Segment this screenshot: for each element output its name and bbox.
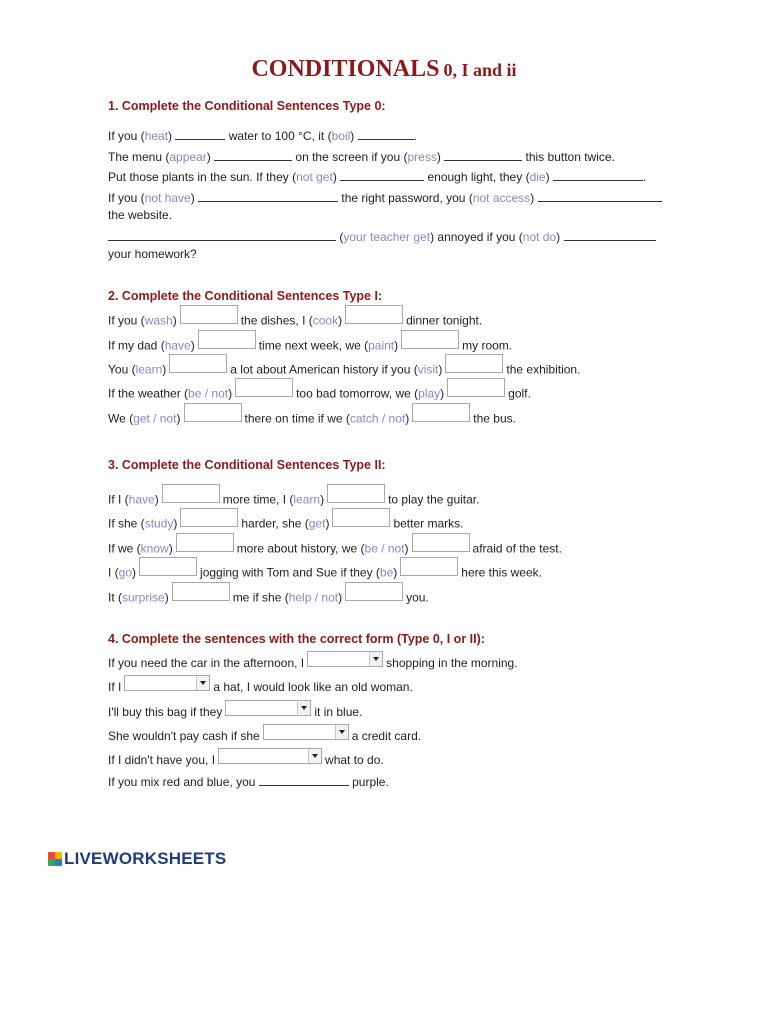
s4-sentence-2: If I a hat, I would look like an old woman. [108, 679, 413, 696]
answer-dropdown[interactable] [307, 651, 383, 667]
s3-sentence-2: If she (study) harder, she (get) better marks. [108, 515, 463, 534]
answer-input[interactable] [162, 484, 220, 503]
logo-text: LIVEWORKSHEETS [64, 849, 227, 868]
answer-input[interactable] [198, 330, 256, 349]
answer-input[interactable] [345, 305, 403, 324]
liveworksheets-logo-icon [48, 852, 62, 866]
s4-sentence-1: If you need the car in the afternoon, I shopping in the morning. [108, 655, 518, 672]
s1-sentence-1: If you (heat) water to 100 °C, it (boil) . [108, 129, 417, 143]
answer-input[interactable] [447, 378, 505, 397]
answer-input[interactable] [332, 508, 390, 527]
answer-dropdown[interactable] [263, 724, 349, 740]
answer-input[interactable] [235, 378, 293, 397]
section-3-heading: 3. Complete the Conditional Sentences Type II: [108, 458, 386, 472]
s4-sentence-6: If you mix red and blue, you purple. [108, 775, 389, 789]
s3-sentence-1: If I (have) more time, I (learn) to play the guitar. [108, 491, 479, 510]
section-1-heading: 1. Complete the Conditional Sentences Type 0: [108, 99, 386, 113]
chevron-down-icon [196, 676, 209, 690]
answer-input[interactable] [180, 508, 238, 527]
s2-sentence-1: If you (wash) the dishes, I (cook) dinner tonight. [108, 312, 482, 331]
answer-blank[interactable] [340, 169, 424, 181]
s4-sentence-5: If I didn't have you, I what to do. [108, 752, 384, 769]
s4-sentence-3: I'll buy this bag if they it in blue. [108, 704, 362, 721]
s3-sentence-3: If we (know) more about history, we (be / not) afraid of the test. [108, 540, 562, 559]
s1-sentence-5-cont: your homework? [108, 247, 197, 261]
answer-input[interactable] [327, 484, 385, 503]
section-2-heading: 2. Complete the Conditional Sentences Type I: [108, 289, 383, 303]
s3-sentence-4: I (go) jogging with Tom and Sue if they (be) here this week. [108, 564, 542, 583]
answer-blank[interactable] [175, 128, 225, 140]
section-4-heading: 4. Complete the sentences with the correct form (Type 0, I or II): [108, 632, 485, 646]
s2-sentence-4: If the weather (be / not) too bad tomorrow, we (play) golf. [108, 385, 531, 404]
answer-blank[interactable] [444, 149, 522, 161]
s4-sentence-4: She wouldn't pay cash if she a credit card. [108, 728, 421, 745]
chevron-down-icon [308, 749, 321, 763]
answer-input[interactable] [412, 403, 470, 422]
answer-input[interactable] [180, 305, 238, 324]
chevron-down-icon [369, 652, 382, 666]
answer-input[interactable] [139, 557, 197, 576]
answer-blank[interactable] [259, 774, 349, 786]
liveworksheets-logo[interactable] [48, 849, 226, 869]
answer-blank[interactable] [108, 229, 336, 241]
answer-blank[interactable] [358, 128, 414, 140]
s2-sentence-5: We (get / not) there on time if we (catch / not) the bus. [108, 410, 516, 429]
chevron-down-icon [335, 725, 348, 739]
answer-input[interactable] [412, 533, 470, 552]
answer-blank[interactable] [553, 169, 643, 181]
title-sub: 0, I and ii [443, 60, 517, 80]
s1-sentence-4: If you (not have) the right password, you (not access) [108, 190, 662, 206]
s1-sentence-2: The menu (appear) on the screen if you (press) this button twice. [108, 150, 615, 164]
answer-dropdown[interactable] [124, 675, 210, 691]
answer-input[interactable] [184, 403, 242, 422]
answer-input[interactable] [445, 354, 503, 373]
page-title [0, 56, 768, 83]
answer-blank[interactable] [538, 190, 662, 202]
answer-input[interactable] [401, 330, 459, 349]
answer-blank[interactable] [214, 149, 292, 161]
chevron-down-icon [297, 701, 310, 715]
answer-input[interactable] [172, 582, 230, 601]
answer-input[interactable] [176, 533, 234, 552]
s2-sentence-3: You (learn) a lot about American history if you (visit) the exhibition. [108, 361, 580, 380]
s3-sentence-5: It (surprise) me if she (help / not) you. [108, 589, 429, 608]
title-main: CONDITIONALS [251, 56, 440, 82]
answer-blank[interactable] [564, 229, 656, 241]
answer-input[interactable] [400, 557, 458, 576]
answer-dropdown[interactable] [218, 748, 322, 764]
answer-input[interactable] [345, 582, 403, 601]
answer-blank[interactable] [198, 190, 338, 202]
answer-input[interactable] [169, 354, 227, 373]
s1-sentence-4-cont: the website. [108, 208, 173, 222]
answer-dropdown[interactable] [225, 700, 311, 716]
s1-sentence-3: Put those plants in the sun. If they (not get) enough light, they (die) . [108, 170, 647, 184]
s1-sentence-5: (your teacher get) annoyed if you (not do) [108, 229, 656, 245]
s2-sentence-2: If my dad (have) time next week, we (paint) my room. [108, 337, 512, 356]
